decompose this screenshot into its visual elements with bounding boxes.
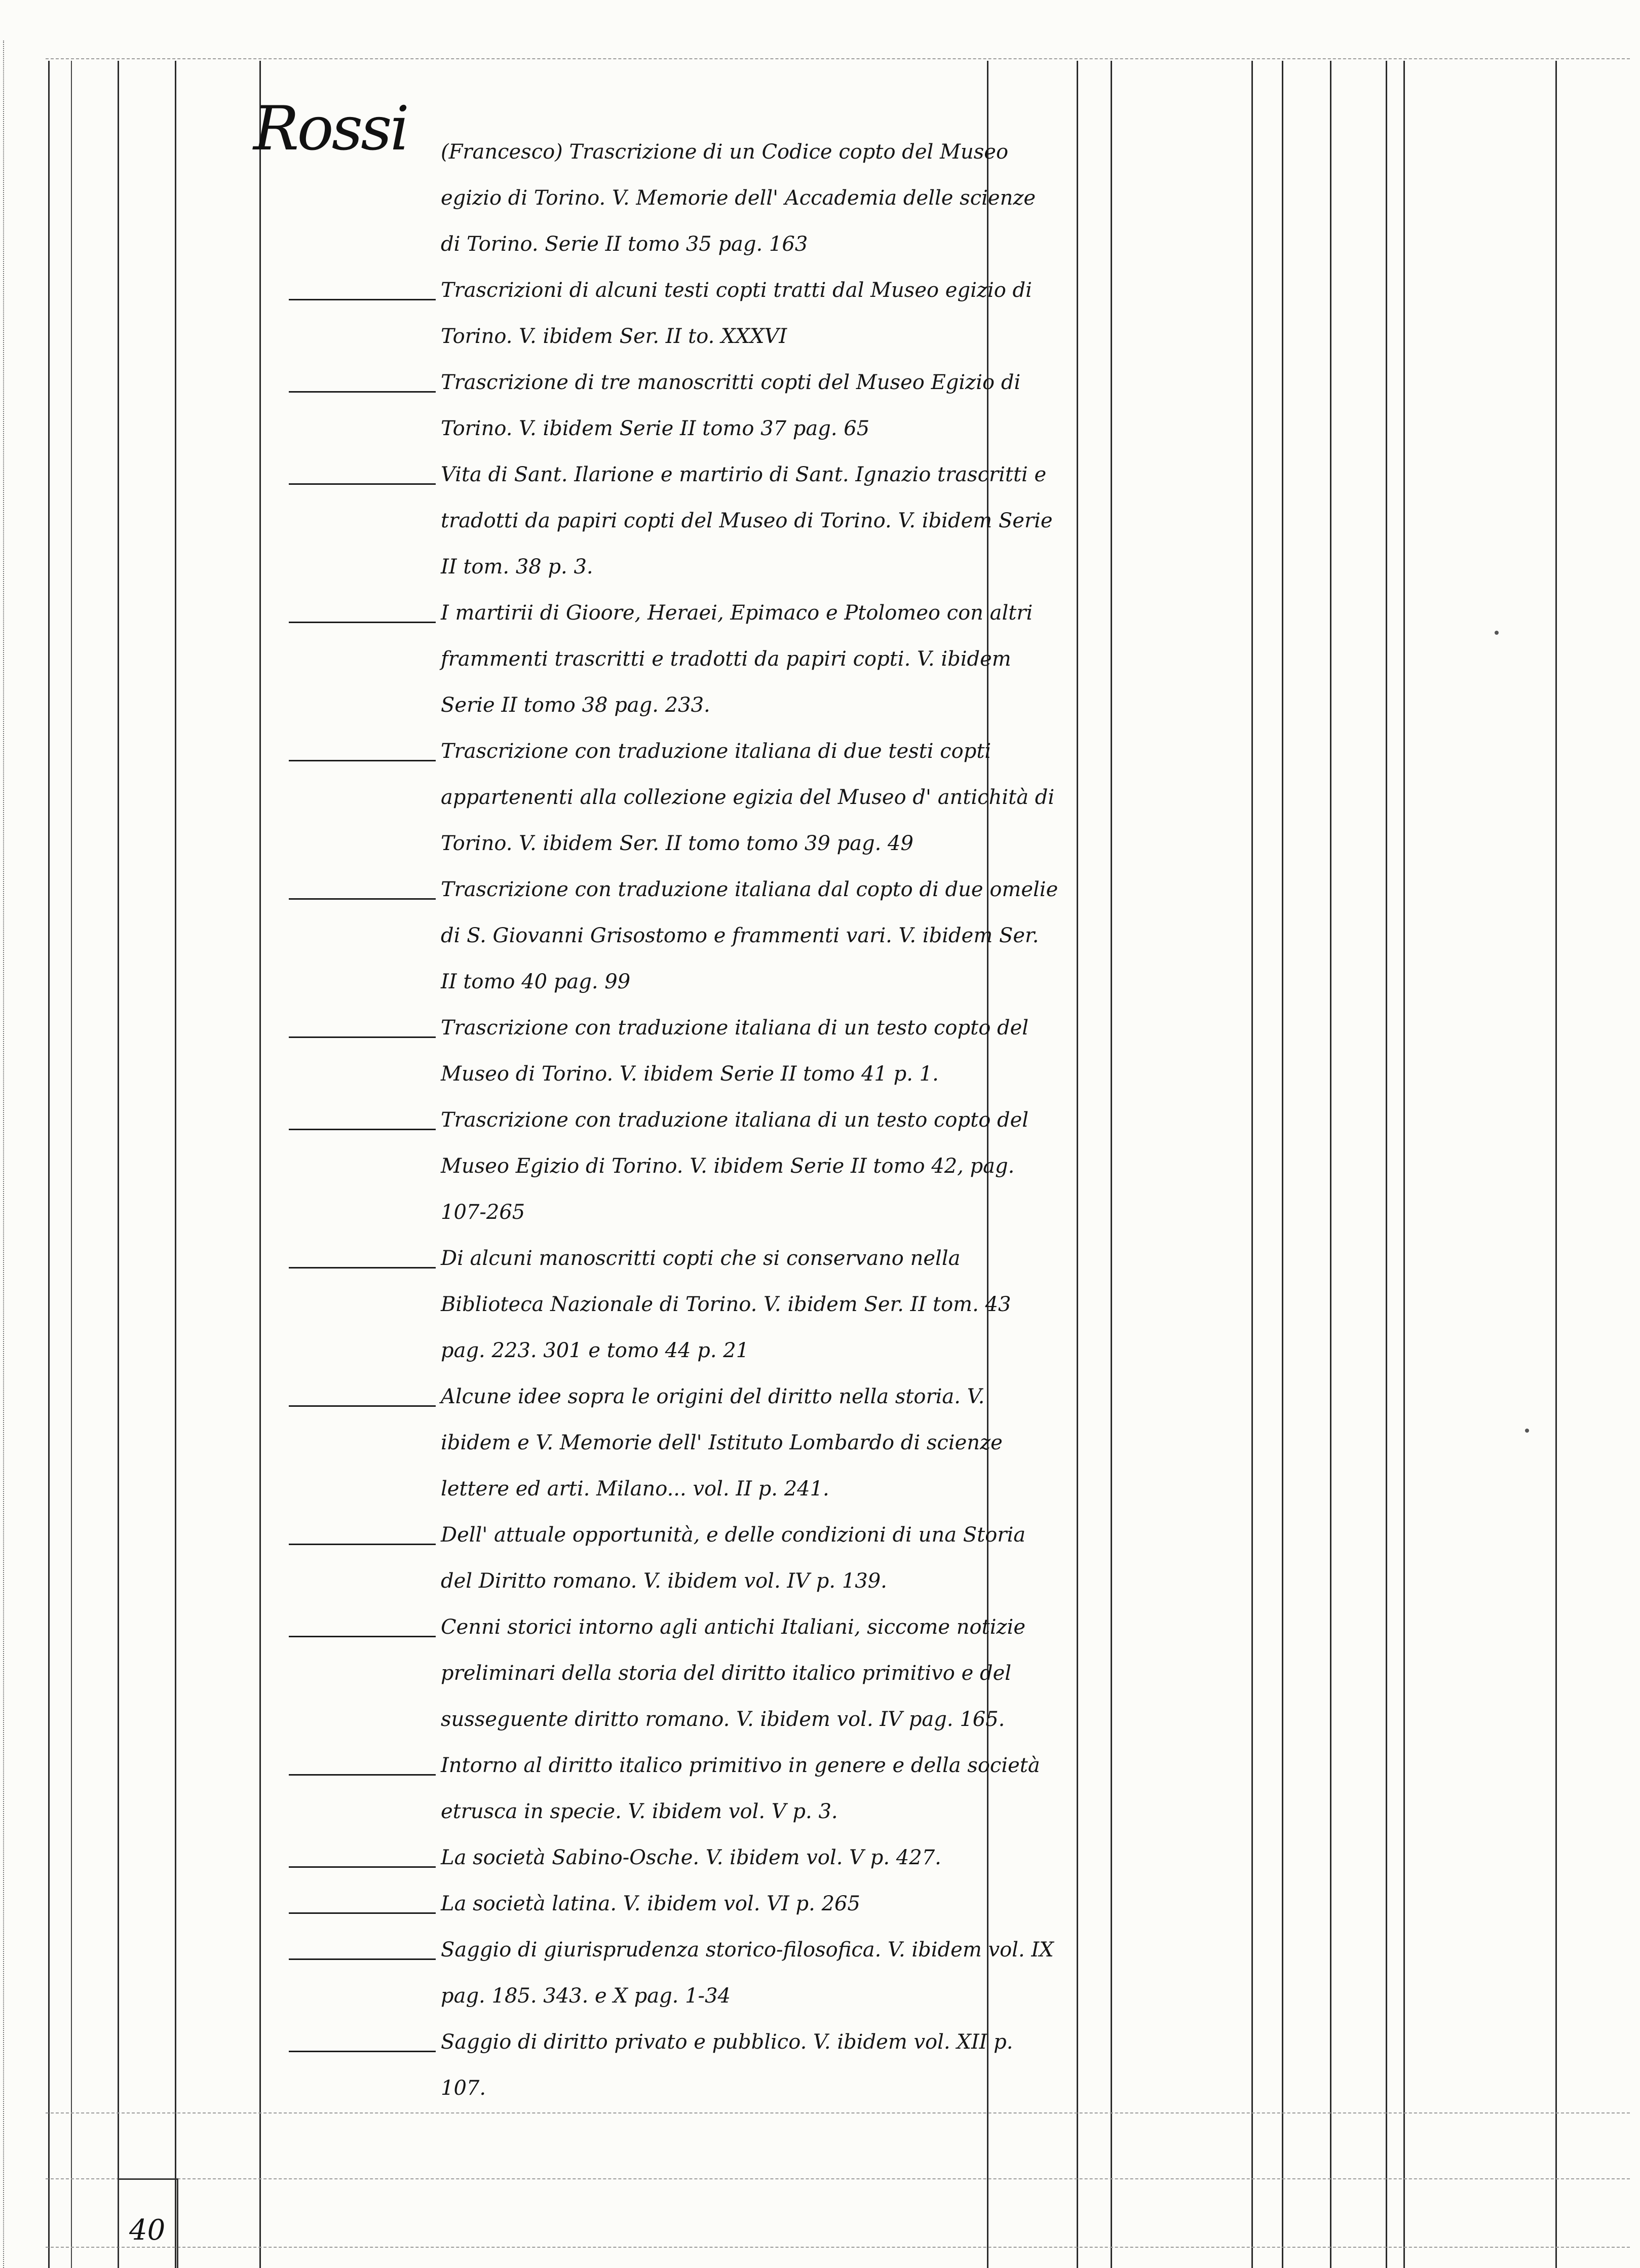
column-rule (259, 61, 261, 2268)
column-rule (118, 61, 119, 2268)
column-rule (175, 61, 176, 2268)
bibliography-entry: Saggio di diritto privato e pubblico. V. ibidem vol. XII p. 107. (441, 2019, 1059, 2111)
entry-surname: Rossi (253, 94, 408, 164)
column-rule (1077, 61, 1078, 2268)
bibliography-entry: I martirii di Gioore, Heraei, Epimaco e Ptolomeo con altri frammenti trascritti e tradotti da papiri copti. V. ibidem Serie II tomo 38 pag. 233. (441, 590, 1059, 728)
column-rule (48, 61, 50, 2268)
bibliography-entry: Vita di Sant. Ilarione e martirio di Sant. Ignazio trascritti e tradotti da papiri copti del Museo di Torino. V. ibidem Serie II tom. 38 p. 3. (441, 452, 1059, 590)
bibliography-entry: (Francesco) Trascrizione di un Codice copto del Museo egizio di Torino. V. Memorie dell' Accademia delle scienze di Torino. Serie II tomo 35 pag. 163 (441, 140, 1036, 256)
header-rule (46, 58, 1630, 59)
bibliography-entry: Cenni storici intorno agli antichi Italiani, siccome notizie preliminari della storia del diritto italico primitivo e del susseguente diritto romano. V. ibidem vol. IV pag. 165. (441, 1604, 1059, 1743)
footer-rule (46, 2247, 1630, 2248)
footer-rule (46, 2112, 1630, 2113)
bibliography-entry: Trascrizione con traduzione italiana di un testo copto del Museo di Torino. V. ibidem Serie II tomo 41 p. 1. (441, 1005, 1059, 1097)
ink-speck (1525, 1429, 1529, 1433)
bibliography-entries (441, 129, 1059, 2111)
bibliography-entry: Trascrizione con traduzione italiana di un testo copto del Museo Egizio di Torino. V. ibidem Serie II tomo 42, pag. 107-265 (441, 1097, 1059, 1236)
column-rule (1282, 61, 1283, 2268)
page-number: 40 (129, 2214, 166, 2247)
column-rule (1555, 61, 1557, 2268)
bibliography-entry: Trascrizione con traduzione italiana dal copto di due omelie di S. Giovanni Grisostomo e frammenti vari. V. ibidem Ser. II tomo 40 pag. 99 (441, 867, 1059, 1005)
bibliography-entry: Dell' attuale opportunità, e delle condizioni di una Storia del Diritto romano. V. ibidem vol. IV p. 139. (441, 1512, 1059, 1604)
column-rule (1330, 61, 1331, 2268)
bibliography-entry: Alcune idee sopra le origini del diritto nella storia. V. ibidem e V. Memorie dell' Istituto Lombardo di scienze lettere ed arti. Milano... vol. II p. 241. (441, 1374, 1059, 1512)
column-rule (71, 61, 72, 2268)
bibliography-entry: La società latina. V. ibidem vol. VI p. 265 (441, 1881, 1059, 1927)
column-rule (1386, 61, 1387, 2268)
bibliography-entry: Trascrizioni di alcuni testi copti tratti dal Museo egizio di Torino. V. ibidem Ser. II to. XXXVI (441, 267, 1059, 360)
bibliography-entry: Saggio di giurisprudenza storico-filosofica. V. ibidem vol. IX pag. 185. 343. e X pag. 1-34 (441, 1927, 1059, 2019)
bibliography-entry: Trascrizione con traduzione italiana di due testi copti appartenenti alla collezione egizia del Museo d' antichità di Torino. V. ibidem Ser. II tomo tomo 39 pag. 49 (441, 728, 1059, 867)
bibliography-entry: La società Sabino-Osche. V. ibidem vol. V p. 427. (441, 1835, 1059, 1881)
column-rule (1251, 61, 1253, 2268)
ink-speck (1495, 631, 1499, 635)
bibliography-entry: Intorno al diritto italico primitivo in genere e della società etrusca in specie. V. ibidem vol. V p. 3. (441, 1743, 1059, 1835)
column-rule (1111, 61, 1112, 2268)
footer-rule (46, 2178, 1630, 2179)
binding-edge (3, 41, 40, 2268)
bibliography-entry: Trascrizione di tre manoscritti copti del Museo Egizio di Torino. V. ibidem Serie II tomo 37 pag. 65 (441, 360, 1059, 452)
bibliography-entry: Di alcuni manoscritti copti che si conservano nella Biblioteca Nazionale di Torino. V. ibidem Ser. II tom. 43 pag. 223. 301 e tomo 44 p. 21 (441, 1236, 1059, 1374)
column-rule (1403, 61, 1405, 2268)
